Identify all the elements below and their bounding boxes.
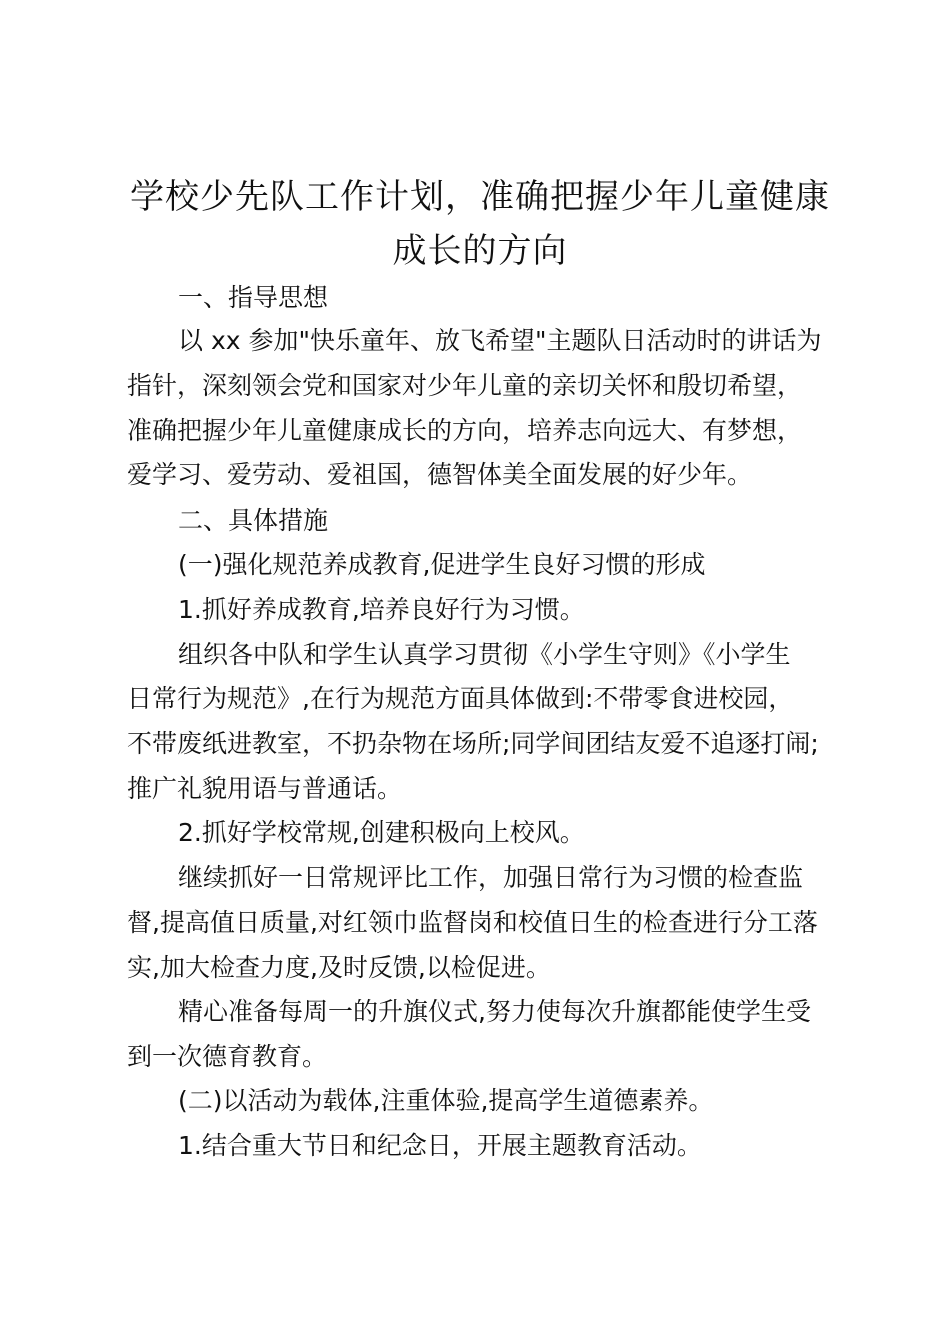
paragraph-line: 以 xx 参加"快乐童年、放飞希望"主题队日活动时的讲话为 [178, 326, 822, 355]
paragraph-line: 推广礼貌用语与普通话。 [127, 774, 403, 803]
paragraph-line: 指针，深刻领会党和国家对少年儿童的亲切关怀和殷切希望， [127, 371, 803, 400]
section-heading-guiding-thought: 一、指导思想 [178, 283, 329, 312]
paragraph-line: 督,提高值日质量,对红领巾监督岗和校值日生的检查进行分工落 [127, 908, 818, 937]
item-heading: 1.结合重大节日和纪念日，开展主题教育活动。 [178, 1131, 702, 1160]
paragraph-line: 实,加大检查力度,及时反馈,以检促进。 [127, 953, 551, 982]
paragraph-line: 继续抓好一日常规评比工作，加强日常行为习惯的检查监 [178, 863, 804, 892]
paragraph-line: 不带废纸进教室，不扔杂物在场所;同学间团结友爱不追逐打闹; [127, 729, 819, 758]
item-heading: 2.抓好学校常规,创建积极向上校风。 [178, 818, 585, 847]
title-line-2: 成长的方向 [392, 231, 568, 271]
paragraph-line: 组织各中队和学生认真学习贯彻《小学生守则》《小学生 [178, 640, 791, 669]
title-line-1: 学校少先队工作计划，准确把握少年儿童健康 [130, 177, 830, 217]
paragraph-line: 爱学习、爱劳动、爱祖国，德智体美全面发展的好少年。 [127, 460, 753, 489]
paragraph-line: 准确把握少年儿童健康成长的方向，培养志向远大、有梦想， [127, 416, 803, 445]
document-title [110, 170, 850, 278]
subsection-heading: (二)以活动为载体,注重体验,提高学生道德素养。 [178, 1086, 714, 1115]
item-heading: 1.抓好养成教育,培养良好行为习惯。 [178, 595, 585, 624]
paragraph-line: 到一次德育教育。 [127, 1042, 328, 1071]
paragraph-line: 日常行为规范》,在行为规范方面具体做到:不带零食进校园， [127, 684, 794, 713]
section-heading-specific-measures: 二、具体措施 [178, 506, 329, 535]
subsection-heading: (一)强化规范养成教育,促进学生良好习惯的形成 [178, 550, 706, 579]
paragraph-line: 精心准备每周一的升旗仪式,努力使每次升旗都能使学生受 [178, 997, 811, 1026]
